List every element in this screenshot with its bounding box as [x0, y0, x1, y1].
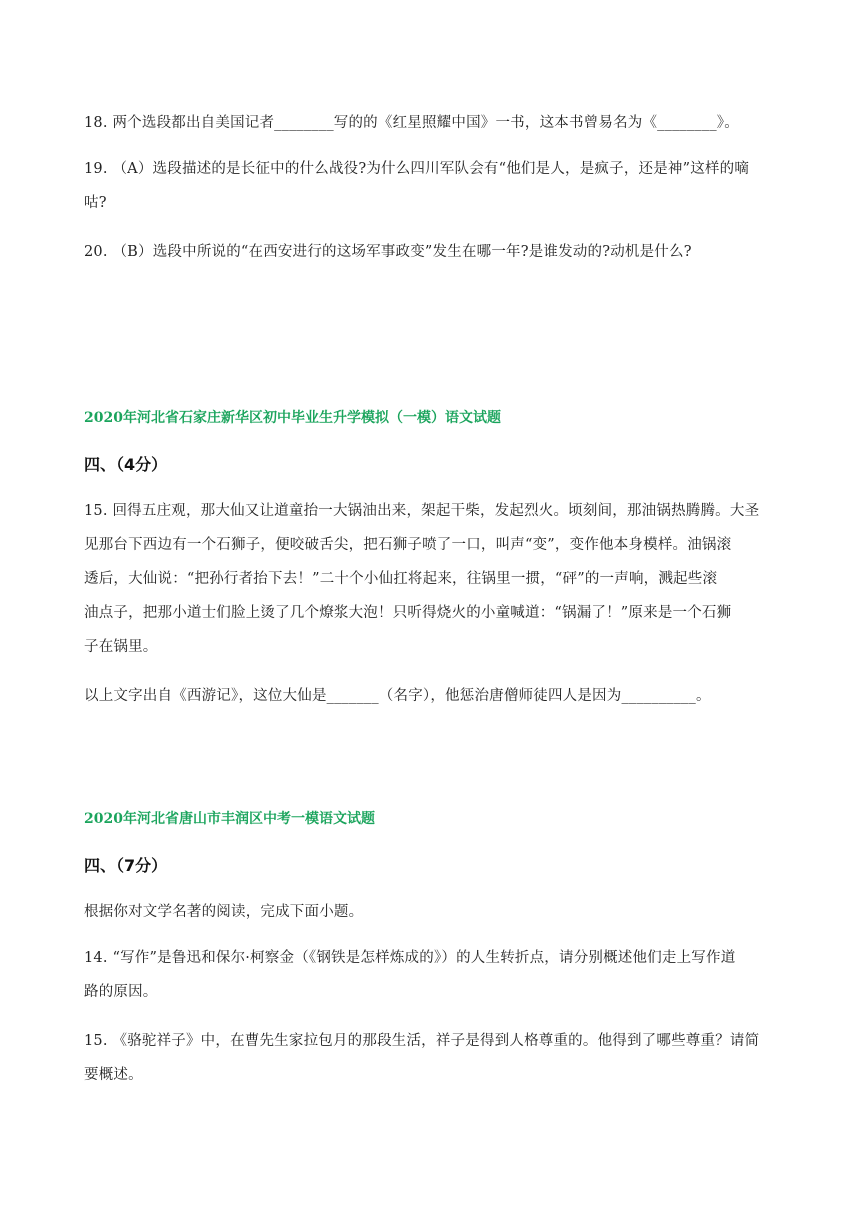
passage-line-1: 15. 回得五庄观，那大仙又让道童抬一大锅油出来，架起干柴，发起烈火。顷刻间，那油锅热腾腾。大圣: [84, 503, 760, 519]
question-15-line-2: 要概述。: [84, 1067, 143, 1083]
question-18: 18. 两个选段都出自美国记者________写的的《红星照耀中国》一书，这本书曾易名为《________》。: [84, 115, 739, 131]
question-19-line-1: 19. （A）选段描述的是长征中的什么战役?为什么四川军队会有“他们是人，是疯子，还是神”这样的嘀: [84, 161, 750, 177]
section-1-question: 以上文字出自《西游记》，这位大仙是_______（名字），他惩治唐僧师徒四人是因为__________。: [84, 688, 711, 704]
passage-line-4: 油点子，把那小道士们脸上烫了几个燎浆大泡！只听得烧火的小童喊道：“锅漏了！”原来是一个石狮: [84, 605, 732, 621]
question-15-line-1: 15. 《骆驼祥子》中，在曹先生家拉包月的那段生活，祥子是得到人格尊重的。他得到了哪些尊重？请简: [84, 1033, 760, 1049]
question-14-line-2: 路的原因。: [84, 984, 158, 1000]
section-1-heading: 四、（4分）: [84, 455, 168, 474]
question-14-line-1: 14. “写作”是鲁迅和保尔·柯察金（《钢铁是怎样炼成的》）的人生转折点，请分别概述他们走上写作道: [84, 950, 736, 966]
passage-line-2: 见那台下西边有一个石狮子，便咬破舌尖，把石狮子喷了一口，叫声“变”，变作他本身模样。油锅滚: [84, 537, 732, 553]
section-2-intro: 根据你对文学名著的阅读，完成下面小题。: [84, 904, 364, 920]
passage-line-5: 子在锅里。: [84, 639, 158, 655]
section-1-title: 2020年河北省石家庄新华区初中毕业生升学模拟（一模）语文试题: [84, 410, 501, 426]
question-19-line-2: 咕?: [84, 195, 107, 211]
question-20: 20. （B）选段中所说的“在西安进行的这场军事政变”发生在哪一年?是谁发动的?动机是什么?: [84, 244, 692, 260]
section-2-heading: 四、（7分）: [84, 856, 168, 875]
passage-line-3: 透后，大仙说：“把孙行者抬下去！”二十个小仙扛将起来，往锅里一掼，“砰”的一声响，溅起些滚: [84, 571, 718, 587]
section-2-title: 2020年河北省唐山市丰润区中考一模语文试题: [84, 811, 375, 827]
